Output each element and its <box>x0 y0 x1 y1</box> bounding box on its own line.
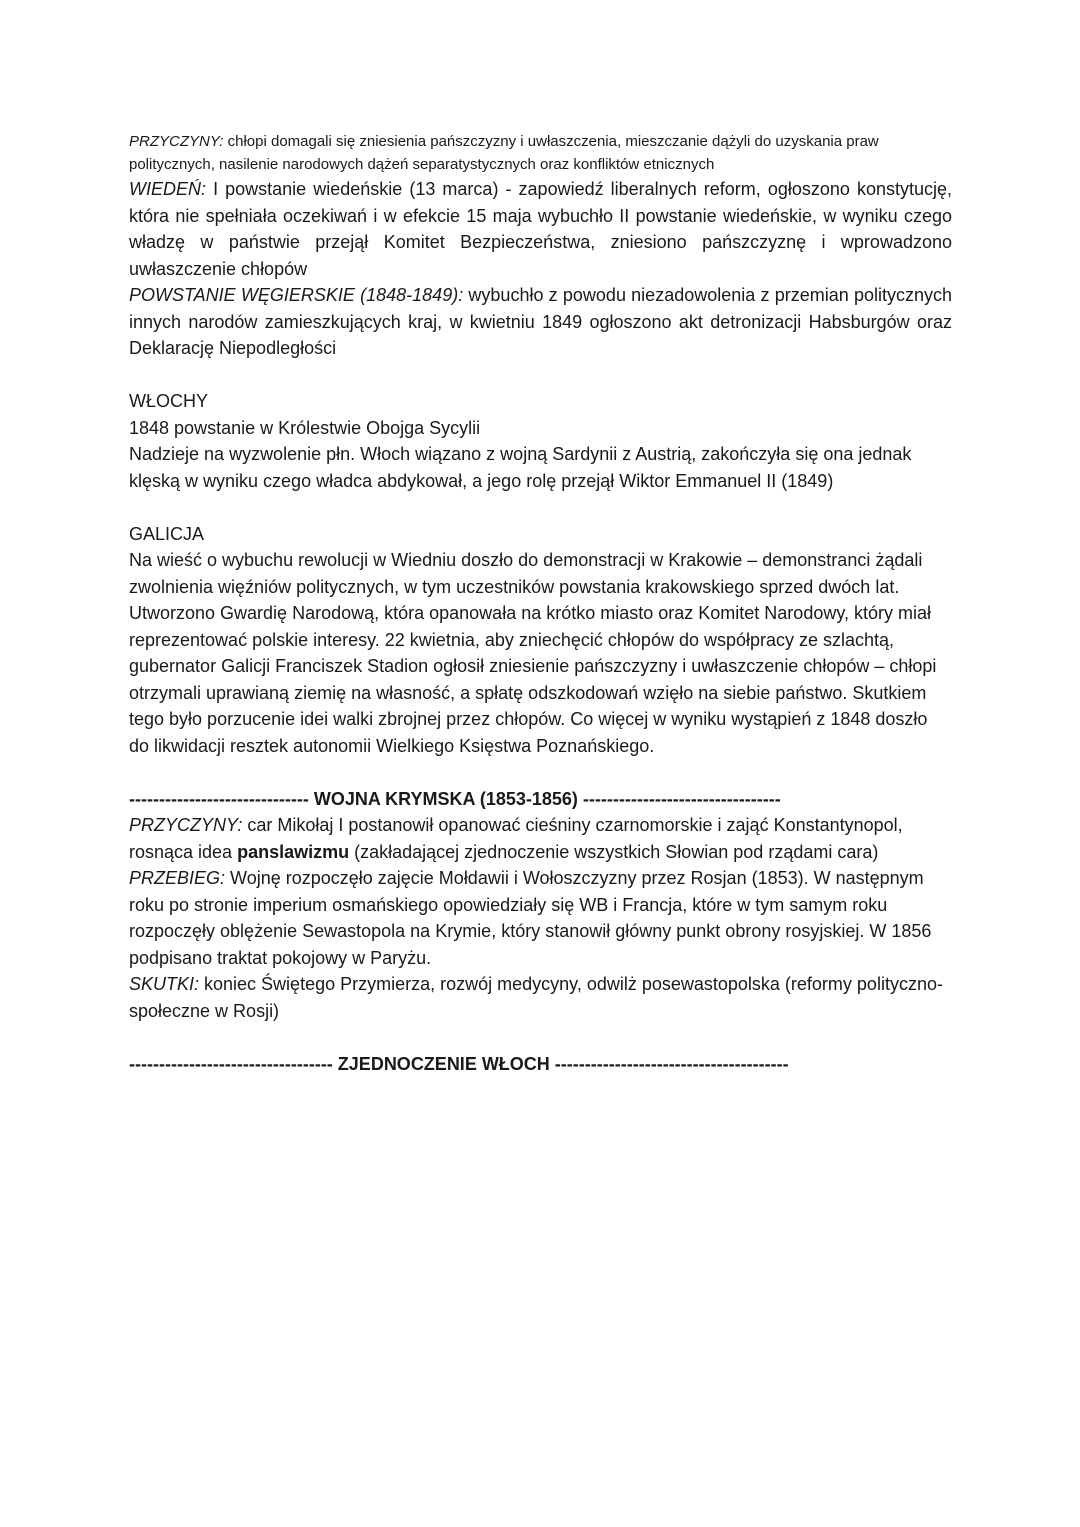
wlochy-line-2: Nadzieje na wyzwolenie płn. Włoch wiązano z wojną Sardynii z Austrią, zakończyła się ona jednak klęską w wyniku czego władca abdykował, a jego rolę przejął Wiktor Emmanuel II (1849) <box>129 444 912 491</box>
panslawizm-term: panslawizmu <box>237 841 350 862</box>
krym-skutki-label: SKUTKI: <box>129 974 200 994</box>
wlochy-heading: WŁOCHY <box>129 391 209 411</box>
wojna-krymska-divider: ------------------------------ WOJNA KRYMSKA (1853-1856) --------------------------------- <box>129 788 781 809</box>
galicja-paragraph: Na wieść o wybuchu rewolucji w Wiedniu doszło do demonstracji w Krakowie – demonstranci żądali zwolnienia więźniów politycznych, w tym uczestników powstania krakowskiego sprzed dwóch lat. Utworzono Gwardię Narodową, która opanowała na krótko miasto oraz Komitet Narodowy, który miał reprezentować polskie interesy. 22 kwietnia, aby zniechęcić chłopów do współpracy ze szlachtą, gubernator Galicji Franciszek Stadion ogłosił zniesienie pańszczyzny i uwłaszczenie chłopów – chłopi otrzymali uprawianą ziemię na własność, a spłatę odszkodowań wzięło na siebie państwo. Skutkiem tego było porzucenie idei walki zbrojnej przez chłopów. Co więcej w wyniku wystąpień z 1848 doszło do likwidacji resztek autonomii Wielkiego Księstwa Poznańskiego. <box>129 550 937 756</box>
krym-przebieg-text: Wojnę rozpoczęło zajęcie Mołdawii i Wołoszczyzny przez Rosjan (1853). W następnym roku po stronie imperium osmańskiego opowiedziały się WB i Francja, które w tym samym roku rozpoczęły oblężenie Sewastopola na Krymie, który stanowił główny punkt obrony rosyjskiej. W 1856 podpisano traktat pokojowy w Paryżu. <box>129 868 932 968</box>
krym-skutki-paragraph <box>129 971 952 1024</box>
wieden-text: I powstanie wiedeńskie (13 marca) - zapowiedź liberalnych reform, ogłoszono konstytucję, która nie spełniała oczekiwań i w efekcie 15 maja wybuchło II powstanie wiedeńskie, w wyniku czego władzę w państwie przejął Komitet Bezpieczeństwa, zniesiono pańszczyznę i wprowadzono uwłaszczenie chłopów <box>129 179 952 279</box>
galicja-heading: GALICJA <box>129 523 205 544</box>
zjednoczenie-wloch-divider: ---------------------------------- ZJEDNOCZENIE WŁOCH --------------------------------------- <box>129 1053 789 1074</box>
krym-przyczyny-text-b: (zakładającej zjednoczenie wszystkich Słowian pod rządami cara) <box>349 841 879 862</box>
krym-przebieg-label: PRZEBIEG: <box>129 868 226 888</box>
krym-przyczyny-label: PRZYCZYNY: <box>129 815 243 835</box>
document-page <box>129 130 952 1077</box>
wieden-label: WIEDEŃ: <box>129 179 207 199</box>
wieden-paragraph <box>129 176 952 282</box>
przyczyny-text: chłopi domagali się zniesienia pańszczyzny i uwłaszczenia, mieszczanie dążyli do uzyskania praw politycznych, nasilenie narodowych dążeń separatystycznych oraz konfliktów etnicznych <box>129 133 879 173</box>
wegry-label: POWSTANIE WĘGIERSKIE (1848-1849): <box>129 285 464 305</box>
krym-przyczyny-paragraph <box>129 812 952 865</box>
wegry-text: wybuchło z powodu niezadowolenia z przemian politycznych innych narodów zamieszkujących kraj, w kwietniu 1849 ogłoszono akt detronizacji Habsburgów oraz Deklarację Niepodległości <box>129 285 952 358</box>
przyczyny-1848-paragraph <box>129 130 952 176</box>
krym-skutki-text: koniec Świętego Przymierza, rozwój medycyny, odwilż posewastopolska (reformy polityczno-społeczne w Rosji) <box>129 974 943 1021</box>
przyczyny-label: PRZYCZYNY: <box>129 133 224 150</box>
krym-przyczyny-text-a: car Mikołaj I postanowił opanować cieśniny czarnomorskie i zająć Konstantynopol, rosnąca idea <box>129 815 903 862</box>
wlochy-line-1: 1848 powstanie w Królestwie Obojga Sycylii <box>129 417 481 438</box>
krym-przebieg-paragraph <box>129 865 952 971</box>
wegry-paragraph <box>129 282 952 362</box>
